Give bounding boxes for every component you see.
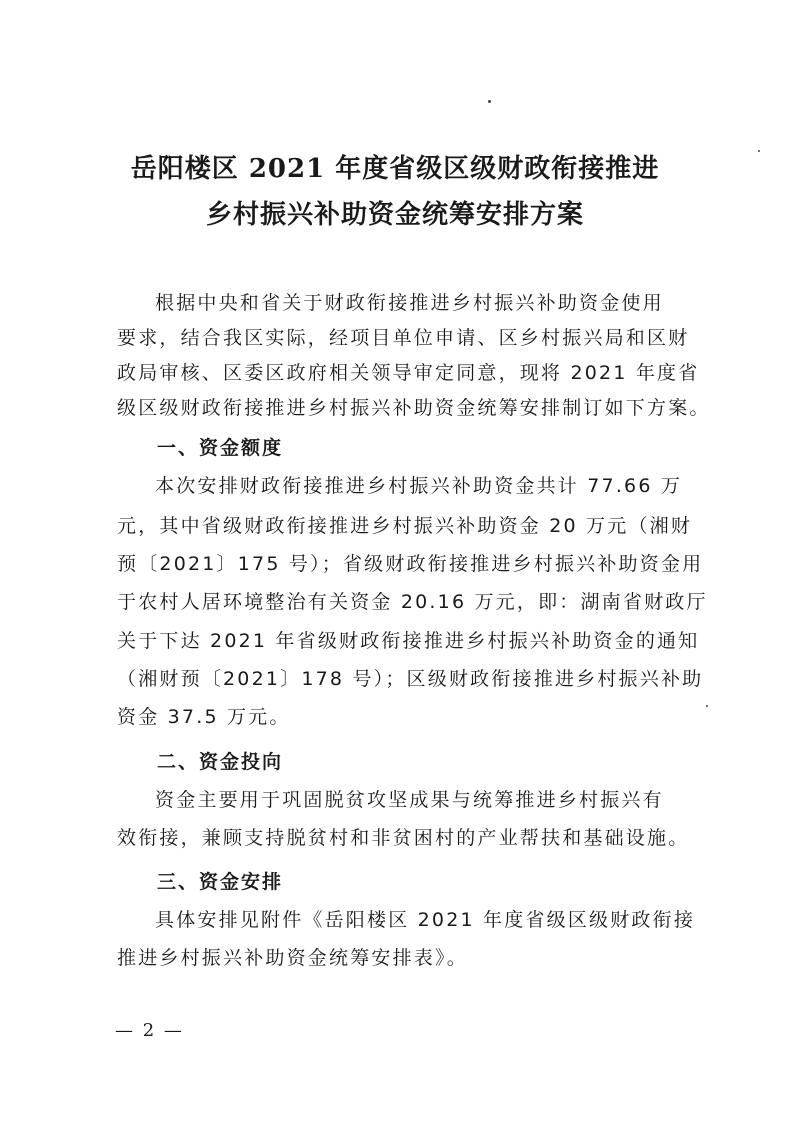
section-3-line: 具体安排见附件《岳阳楼区 2021 年度省级区级财政衔接 (155, 909, 696, 931)
section-1-line: （湘财预〔2021〕178 号）；区级财政衔接推进乡村振兴补助 (117, 668, 704, 690)
scan-speck (706, 705, 708, 707)
scan-speck (488, 100, 491, 103)
intro-line: 政局审核、区委区政府相关领导审定同意，现将 2021 年度省 (117, 362, 700, 384)
section-1-heading: 一、资金额度 (157, 437, 284, 459)
section-1-line: 关于下达 2021 年省级财政衔接推进乡村振兴补助资金的通知 (117, 630, 700, 652)
document-title-line-1: 岳阳楼区 2021 年度省级区级财政衔接推进 (130, 154, 660, 184)
section-1-line: 预〔2021〕175 号）；省级财政衔接推进乡村振兴补助资金用 (117, 553, 704, 575)
section-3-heading: 三、资金安排 (157, 871, 284, 893)
section-2-line: 效衔接，兼顾支持脱贫村和非贫困村的产业帮扶和基础设施。 (117, 827, 690, 849)
section-1-line: 元，其中省级财政衔接推进乡村振兴补助资金 20 万元（湘财 (117, 515, 693, 537)
scan-speck (758, 150, 760, 152)
section-1-line: 资金 37.5 万元。 (117, 706, 291, 728)
section-2-line: 资金主要用于巩固脱贫攻坚成果与统筹推进乡村振兴有 (155, 789, 664, 811)
section-3-line: 推进乡村振兴补助资金统筹安排表》。 (117, 947, 468, 969)
page-number: — 2 — (115, 1020, 184, 1041)
section-1-line: 于农村人居环境整治有关资金 20.16 万元，即：湖南省财政厅 (117, 591, 708, 613)
intro-line: 级区级财政衔接推进乡村振兴补助资金统筹安排制订如下方案。 (117, 397, 711, 419)
intro-line: 根据中央和省关于财政衔接推进乡村振兴补助资金使用 (155, 292, 664, 314)
document-title-line-2: 乡村振兴补助资金统筹安排方案 (205, 200, 584, 230)
section-2-heading: 二、资金投向 (157, 751, 284, 773)
intro-line: 要求，结合我区实际，经项目单位申请、区乡村振兴局和区财 (117, 327, 690, 349)
section-1-line: 本次安排财政衔接推进乡村振兴补助资金共计 77.66 万 (155, 475, 683, 497)
